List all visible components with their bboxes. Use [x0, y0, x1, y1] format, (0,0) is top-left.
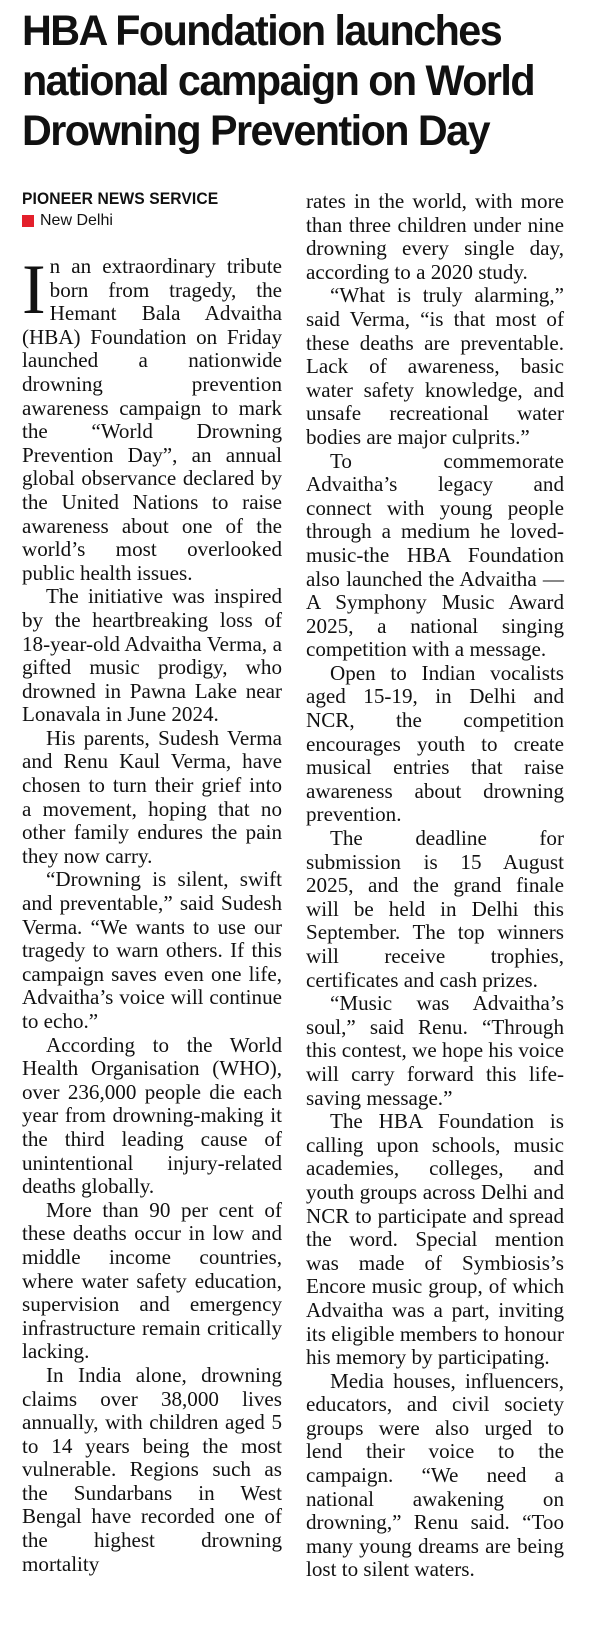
paragraph: Open to Indian vocalists aged 15-19, in Delhi and NCR, the competition encourages youth to create musical entries that raise awareness about drowning prevention. [306, 660, 564, 827]
paragraph-continuation: rates in the world, with more than three children under nine drowning every single day, according to a 2020 study. [306, 189, 564, 284]
paragraph: The HBA Foundation is calling upon schools, music academies, colleges, and youth groups across Delhi and NCR to participate and spread the word. Special mention was made of Symbiosis’s Encore music group, of which Advaitha was a part, inviting its eligible members to honour his memory by participating. [306, 1109, 564, 1370]
paragraph: According to the World Health Organisation (WHO), over 236,000 people die each year from drowning-making it the third leading cause of unintentional injury-related deaths globally. [22, 1032, 282, 1199]
article-column-right [306, 190, 564, 1582]
lead-text: n an extraordinary tribute born from tragedy, the Hemant Bala Advaitha (HBA) Foundation on Friday launched a nationwide drowning prevention awareness campaign to mark the “World Drowning Prevention Day”, an annual global observance declared by the United Nations to raise awareness about one of the world’s most overlooked public health issues. [22, 254, 282, 585]
headline: HBA Foundation launches national campaign on World Drowning Prevention Day [22, 7, 535, 155]
lead-paragraph [22, 251, 282, 585]
paragraph: The deadline for submission is 15 August 2025, and the grand finale will be held in Delhi this September. The top winners will receive trophies, certificates and cash prizes. [306, 826, 564, 992]
paragraph: “What is truly alarming,” said Verma, “is that most of these deaths are preventable. Lack of awareness, basic water safety knowledge, and unsafe recreational water bodies are major culprits.” [306, 283, 564, 449]
paragraph: “Drowning is silent, swift and preventable,” said Sudesh Verma. “We wants to use our tragedy to warn others. If this campaign saves even one life, Advaitha’s voice will continue to echo.” [22, 867, 282, 1033]
paragraph: In India alone, drowning claims over 38,000 lives annually, with children aged 5 to 14 years being the most vulnerable. Regions such as the Sundarbans in West Bengal have recorded one of the highest drowning mortality [22, 1362, 282, 1576]
paragraph: More than 90 per cent of these deaths occur in low and middle income countries, where water safety education, supervision and emergency infrastructure remain critically lacking. [22, 1197, 282, 1364]
dateline [22, 210, 282, 231]
dateline-text: New Delhi [40, 212, 113, 229]
paragraph: His parents, Sudesh Verma and Renu Kaul Verma, have chosen to turn their grief into a movement, hoping that no other family endures the pain they now carry. [22, 725, 282, 868]
drop-cap: I [22, 251, 46, 329]
paragraph: Media houses, influencers, educators, and civil society groups were also urged to lend their voice to the campaign. “We need a national awakening on drowning,” Renu said. “Too many young dreams are being lost to silent waters. [306, 1368, 564, 1582]
paragraph: The initiative was inspired by the heartbreaking loss of 18-year-old Advaitha Verma, a gifted music prodigy, who drowned in Pawna Lake near Lonavala in June 2024. [22, 584, 282, 727]
byline: PIONEER NEWS SERVICE [22, 189, 219, 208]
red-square-icon [22, 215, 34, 227]
paragraph: To commemorate Advaitha’s legacy and connect with young people through a medium he loved-music-the HBA Foundation also launched the Advaitha — A Symphony Music Award 2025, a national singing competition with a message. [306, 448, 564, 662]
article-column-left [22, 188, 282, 1576]
paragraph: “Music was Advaitha’s soul,” said Renu. “Through this contest, we hope his voice will carry forward this life-saving message.” [306, 991, 564, 1110]
